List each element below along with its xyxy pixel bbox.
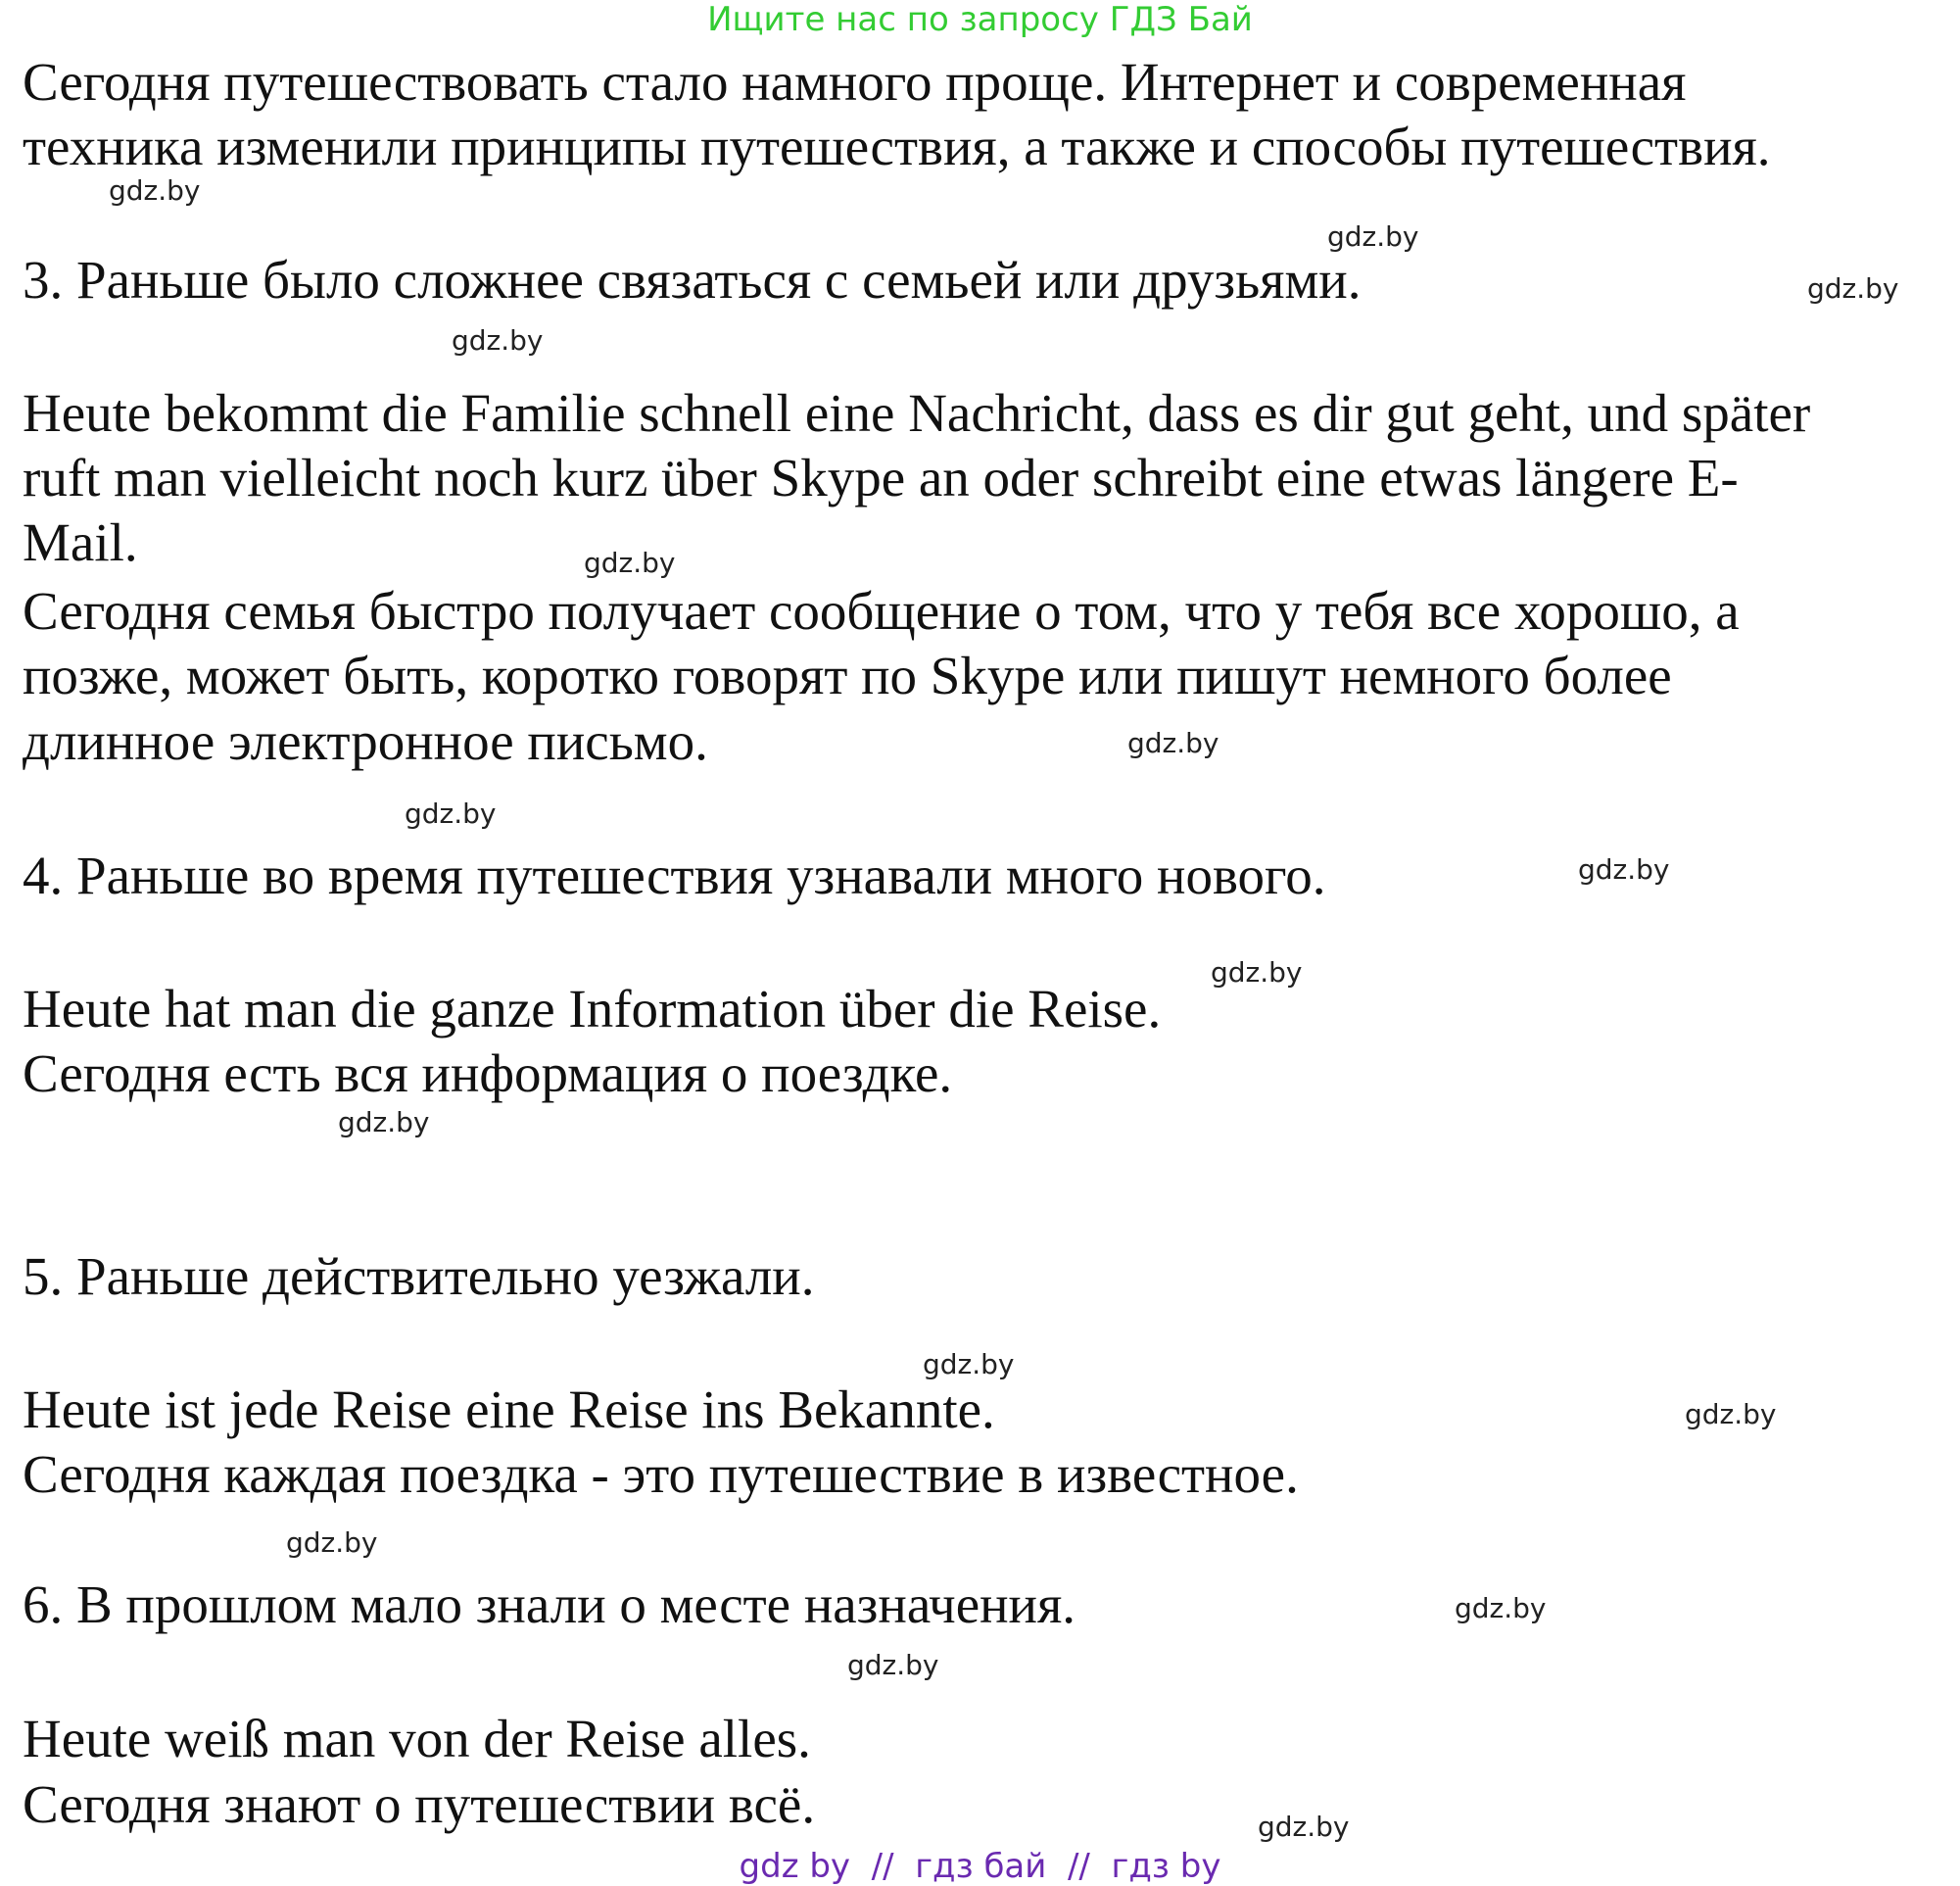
text-line: Heute bekommt die Familie schnell eine Nachricht, dass es dir gut geht, und später — [23, 383, 1811, 443]
watermark: gdz.by — [1578, 853, 1670, 886]
text-line: Сегодня каждая поездка - это путешествие в известное. — [23, 1444, 1299, 1504]
watermark: gdz.by — [584, 547, 676, 579]
text-line: Сегодня путешествовать стало намного проще. Интернет и современная — [23, 52, 1687, 112]
text-line: Mail. — [23, 512, 138, 572]
text-line: Сегодня семья быстро получает сообщение о том, что у тебя все хорошо, а — [23, 581, 1740, 641]
text-line: Heute ist jede Reise eine Reise ins Bekannte. — [23, 1379, 995, 1439]
watermark: gdz.by — [1258, 1811, 1350, 1843]
watermark: gdz.by — [405, 798, 497, 830]
text-line: позже, может быть, коротко говорят по Skype или пишут немного более — [23, 646, 1672, 705]
item-heading: 3. Раньше было сложнее связаться с семьей или друзьями. — [23, 250, 1362, 310]
watermark: gdz.by — [923, 1348, 1015, 1380]
watermark: gdz.by — [1807, 272, 1899, 305]
watermark: gdz.by — [1685, 1398, 1777, 1430]
watermark: gdz.by — [109, 174, 201, 207]
text-line: Heute weiß man von der Reise alles. — [23, 1709, 811, 1768]
watermark: gdz.by — [1211, 956, 1303, 989]
text-line: Сегодня есть вся информация о поездке. — [23, 1043, 953, 1103]
top-banner[interactable]: Ищите нас по запросу ГДЗ Бай — [707, 0, 1253, 39]
text-line: Сегодня знают о путешествии всё. — [23, 1774, 816, 1834]
watermark: gdz.by — [1455, 1592, 1547, 1624]
item-heading: 6. В прошлом мало знали о месте назначения. — [23, 1574, 1076, 1634]
watermark: gdz.by — [286, 1526, 378, 1559]
text-line: длинное электронное письмо. — [23, 711, 708, 771]
text-line: Heute hat man die ganze Information über die Reise. — [23, 979, 1162, 1039]
watermark: gdz.by — [847, 1649, 939, 1681]
item-heading: 5. Раньше действительно уезжали. — [23, 1246, 815, 1306]
watermark: gdz.by — [1127, 727, 1219, 759]
watermark: gdz.by — [452, 324, 544, 357]
text-line: техника изменили принципы путешествия, а также и способы путешествия. — [23, 117, 1771, 176]
text-line: ruft man vielleicht noch kurz über Skype an oder schreibt eine etwas längere E- — [23, 448, 1739, 508]
watermark: gdz.by — [338, 1106, 430, 1138]
watermark: gdz.by — [1327, 220, 1419, 253]
item-heading: 4. Раньше во время путешествия узнавали много нового. — [23, 846, 1326, 905]
footer-links[interactable]: gdz by // гдз бай // гдз by — [739, 1847, 1221, 1886]
